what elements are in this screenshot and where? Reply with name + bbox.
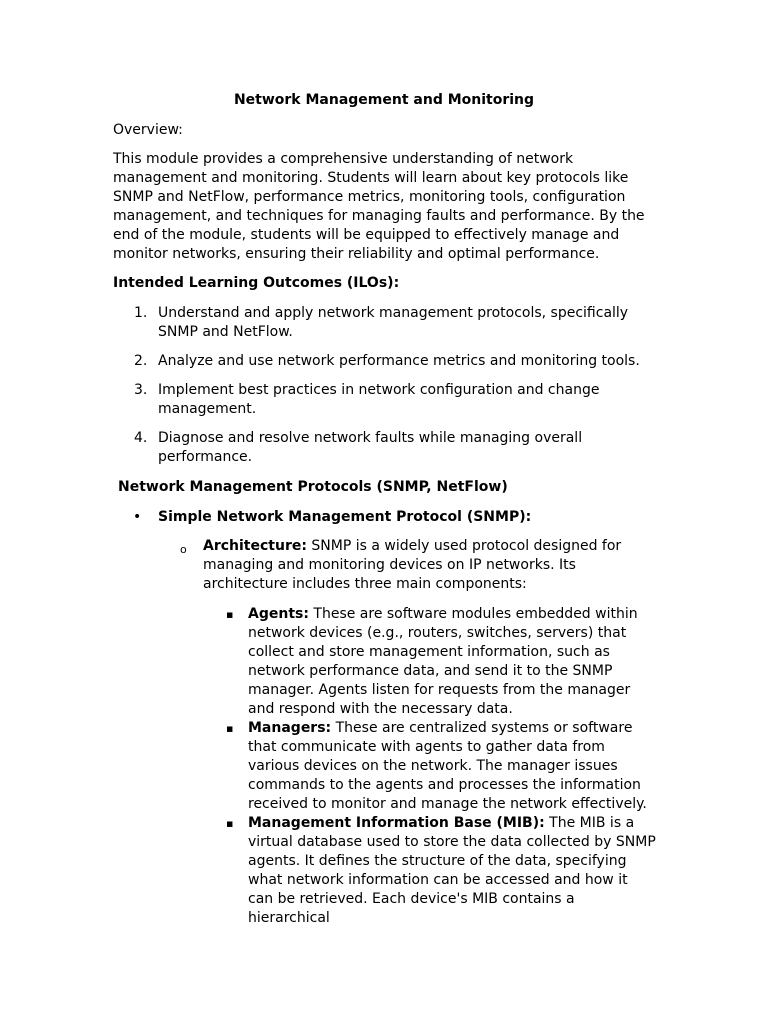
component-item xyxy=(226,605,656,719)
ilo-text: Implement best practices in network configuration and change management. xyxy=(158,382,600,417)
document-title: Network Management and Monitoring xyxy=(233,92,535,108)
square-bullet-icon: ▪ xyxy=(226,608,234,621)
component-text: These are software modules embedded within network devices (e.g., routers, switches, servers) that collect and store management information, such as network performance data, and send it to the SNMP manager. Agents listen for requests from the manager and respond with the necessary data. xyxy=(248,606,638,717)
square-bullet-icon: ▪ xyxy=(226,722,234,735)
component-text: These are centralized systems or software that communicate with agents to gather data from various devices on the network. The manager issues commands to the agents and processes the information received to monitor and manage the network effectively. xyxy=(248,720,647,812)
ilo-text: Analyze and use network performance metrics and monitoring tools. xyxy=(158,353,640,369)
ilo-number: 1. xyxy=(134,305,148,321)
component-term: Management Information Base (MIB): xyxy=(248,815,545,831)
component-item xyxy=(226,719,656,814)
ilo-number: 3. xyxy=(134,382,148,398)
circle-bullet-icon: o xyxy=(180,543,187,556)
overview-paragraph: This module provides a comprehensive understanding of network management and monitoring. Students will learn about key protocols like SNMP and NetFlow, performance metrics, monitoring tools, configuration management, and techniques for managing faults and performance. By the end of the module, students will be equipped to effectively manage and monitor networks, ensuring their reliability and optimal performance. xyxy=(113,151,645,262)
component-term: Agents: xyxy=(248,606,309,622)
architecture-term: Architecture: xyxy=(203,538,307,554)
snmp-heading: Simple Network Management Protocol (SNMP): xyxy=(158,509,532,525)
architecture-paragraph xyxy=(203,537,633,594)
architecture-text: SNMP is a widely used protocol designed for managing and monitoring devices on IP networks. Its architecture includes three main components: xyxy=(203,538,622,592)
component-item xyxy=(226,814,656,928)
ilo-item xyxy=(113,304,648,342)
ilo-item xyxy=(113,352,648,371)
ilo-text: Diagnose and resolve network faults while managing overall performance. xyxy=(158,430,583,465)
ilo-heading: Intended Learning Outcomes (ILOs): xyxy=(113,275,400,291)
ilo-number: 4. xyxy=(134,430,148,446)
component-term: Managers: xyxy=(248,720,332,736)
ilo-item xyxy=(113,381,648,419)
components-list xyxy=(226,605,656,928)
overview-label: Overview: xyxy=(113,122,183,138)
ilo-list xyxy=(113,304,648,477)
ilo-number: 2. xyxy=(134,353,148,369)
section-heading: Network Management Protocols (SNMP, NetFlow) xyxy=(118,479,508,495)
ilo-text: Understand and apply network management protocols, specifically SNMP and NetFlow. xyxy=(158,305,629,340)
square-bullet-icon: ▪ xyxy=(226,817,234,830)
ilo-item xyxy=(113,429,648,467)
component-text: The MIB is a virtual database used to store the data collected by SNMP agents. It defines the structure of the data, specifying what network information can be accessed and how it can be retrieved. Each device's MIB contains a hierarchical xyxy=(248,815,656,926)
bullet-icon: • xyxy=(133,509,142,525)
